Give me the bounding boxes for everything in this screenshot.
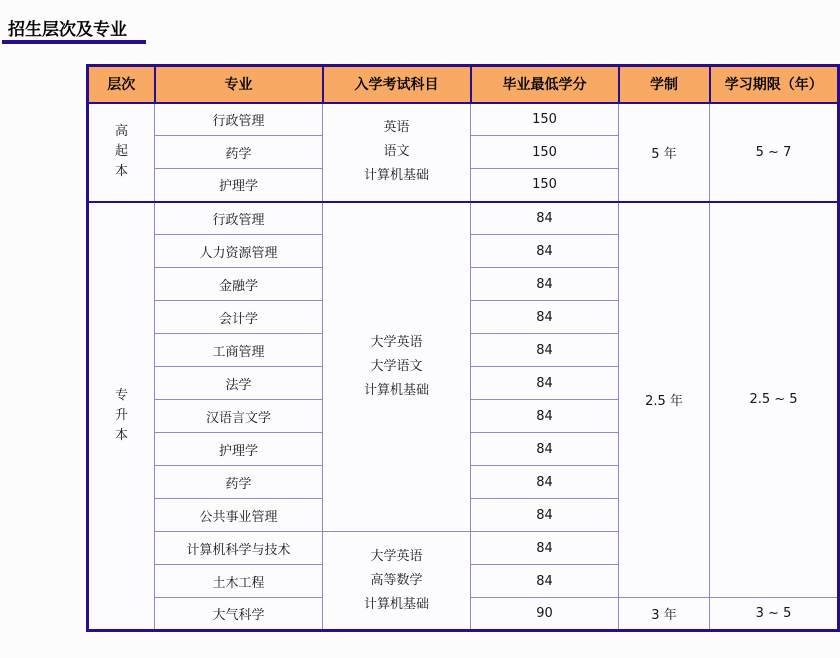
credits-cell: 84	[471, 433, 619, 466]
col-header-major: 专业	[155, 66, 323, 103]
subject-line: 计算机基础	[363, 382, 429, 398]
subject-line: 大学英语	[370, 548, 423, 564]
level-cell-gaoqiben	[88, 103, 155, 202]
credits-cell: 90	[471, 598, 619, 631]
credits-cell: 84	[471, 565, 619, 598]
duration-cell: 5 年	[619, 103, 710, 202]
col-header-level: 层次	[88, 66, 155, 103]
major-cell: 护理学	[155, 169, 323, 202]
period-cell: 5 ~ 7	[710, 103, 839, 202]
subject-line: 大学语文	[370, 358, 423, 374]
page-title: 招生层次及专业	[8, 20, 127, 40]
major-cell: 公共事业管理	[155, 499, 323, 532]
major-cell: 会计学	[155, 301, 323, 334]
subjects-cell	[323, 532, 471, 631]
major-cell: 金融学	[155, 268, 323, 301]
col-header-period: 学习期限（年）	[710, 66, 839, 103]
credits-cell: 84	[471, 499, 619, 532]
credits-cell: 84	[471, 301, 619, 334]
major-cell: 法学	[155, 367, 323, 400]
credits-cell: 150	[471, 169, 619, 202]
major-cell: 计算机科学与技术	[155, 532, 323, 565]
credits-cell: 150	[471, 136, 619, 169]
col-header-duration: 学制	[619, 66, 710, 103]
enrollment-table	[86, 64, 840, 632]
level-label: 专升本	[114, 387, 128, 443]
table-row	[88, 202, 839, 235]
major-cell: 人力资源管理	[155, 235, 323, 268]
level-label: 高起本	[114, 124, 128, 179]
subject-line: 计算机基础	[363, 168, 429, 183]
credits-cell: 84	[471, 532, 619, 565]
col-header-credits: 毕业最低学分	[471, 66, 619, 103]
major-cell: 行政管理	[155, 202, 323, 235]
major-cell: 药学	[155, 136, 323, 169]
subjects-cell	[323, 103, 471, 202]
major-cell: 工商管理	[155, 334, 323, 367]
major-cell: 土木工程	[155, 565, 323, 598]
col-header-subjects: 入学考试科目	[323, 66, 471, 103]
credits-cell: 84	[471, 202, 619, 235]
credits-cell: 150	[471, 103, 619, 136]
credits-cell: 84	[471, 367, 619, 400]
title-underline	[2, 40, 146, 44]
period-cell: 3 ~ 5	[710, 598, 839, 631]
subjects-cell	[323, 202, 471, 532]
major-cell: 护理学	[155, 433, 323, 466]
credits-cell: 84	[471, 400, 619, 433]
major-cell: 行政管理	[155, 103, 323, 136]
level-cell-zhuanshengben	[88, 202, 155, 631]
duration-cell: 2.5 年	[619, 202, 710, 598]
major-cell: 汉语言文学	[155, 400, 323, 433]
subject-line: 高等数学	[370, 572, 423, 588]
subject-line: 计算机基础	[363, 596, 429, 612]
subject-line: 大学英语	[370, 334, 423, 350]
table-row	[88, 103, 839, 136]
subject-line: 英语	[383, 120, 410, 135]
credits-cell: 84	[471, 334, 619, 367]
credits-cell: 84	[471, 268, 619, 301]
credits-cell: 84	[471, 235, 619, 268]
duration-cell: 3 年	[619, 598, 710, 631]
major-cell: 药学	[155, 466, 323, 499]
period-cell: 2.5 ~ 5	[710, 202, 839, 598]
header-row	[88, 66, 839, 103]
major-cell: 大气科学	[155, 598, 323, 631]
subject-line: 语文	[383, 144, 410, 159]
credits-cell: 84	[471, 466, 619, 499]
